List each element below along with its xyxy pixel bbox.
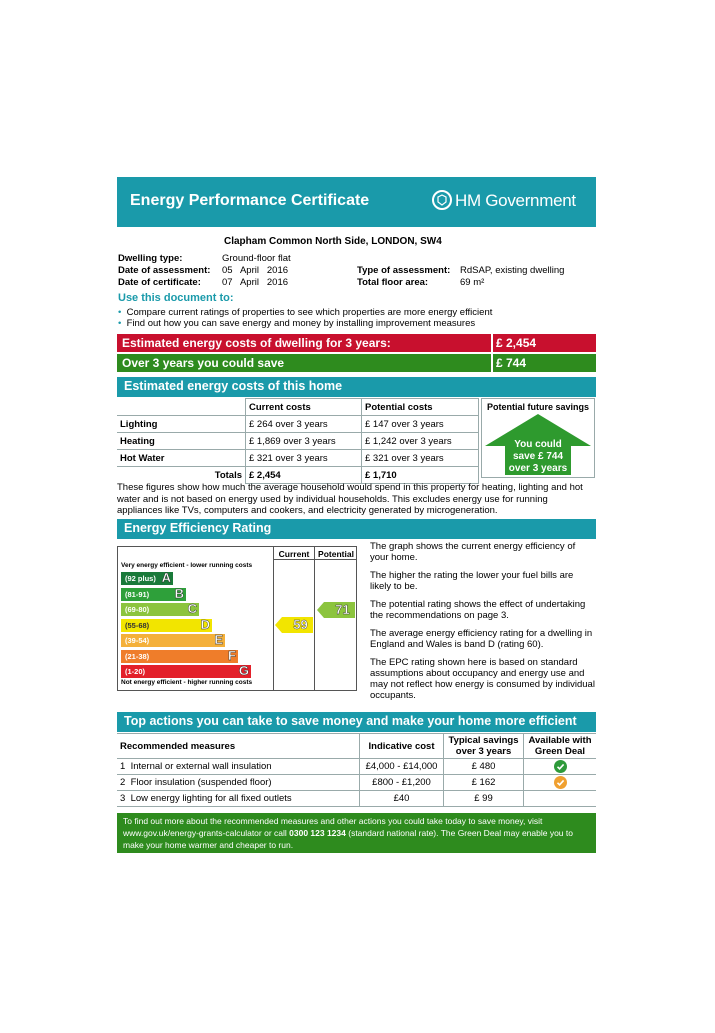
action-number: 3: [120, 793, 126, 804]
estimated-cost-label: Estimated energy costs of dwelling for 3 years:: [122, 336, 391, 350]
rating-band-e: [121, 634, 225, 647]
action-measure-text: Low energy lighting for all fixed outlets: [130, 793, 292, 804]
action-measure: [117, 791, 360, 807]
floor-area-value: 69 m²: [460, 277, 485, 288]
dwelling-type-value: Ground-floor flat: [222, 253, 291, 264]
costs-row-current: £ 321 over 3 years: [246, 450, 362, 467]
rating-col-potential: Potential: [318, 549, 354, 559]
rating-band-a: [121, 572, 173, 585]
action-number: 1: [120, 761, 126, 772]
savings-value: £ 744: [496, 356, 527, 370]
check-icon: [554, 776, 567, 789]
costs-totals-potential: £ 1,710: [362, 467, 479, 484]
savings-bar: [117, 354, 491, 372]
action-saving: £ 99: [444, 791, 524, 807]
action-green-deal: [524, 775, 597, 791]
bullet-icon: •: [118, 318, 122, 329]
costs-totals-label: Totals: [117, 467, 246, 484]
rating-band-range: (21-38): [125, 651, 150, 661]
costs-totals-current: £ 2,454: [246, 467, 362, 484]
costs-col-blank: [117, 399, 246, 416]
action-saving: £ 162: [444, 775, 524, 791]
rating-band-d: [121, 616, 212, 632]
rating-band-g: [121, 665, 251, 678]
action-number: 2: [120, 777, 126, 788]
date-certificate-label: Date of certificate:: [118, 277, 201, 288]
costs-section-header: [117, 377, 596, 397]
future-savings-line3: over 3 years: [508, 463, 568, 474]
action-saving: £ 480: [444, 759, 524, 775]
footer-banner: [117, 813, 596, 853]
rating-band-letter: A: [161, 570, 171, 585]
use-doc-bullet-text: Find out how you can save energy and money by installing improvement measures: [126, 318, 476, 329]
rating-band-range: (55-68): [125, 620, 150, 630]
rating-band-letter: D: [200, 616, 210, 632]
costs-table: [117, 398, 479, 484]
rating-chart: [117, 546, 357, 691]
costs-section-title: Estimated energy costs of this home: [124, 379, 343, 393]
rating-section-header: [117, 519, 596, 539]
actions-col-green-deal: Available with Green Deal: [524, 734, 597, 759]
rating-band-f: [121, 647, 238, 663]
current-rating-value: 59: [293, 617, 308, 632]
use-doc-bullet: [118, 307, 492, 318]
bullet-icon: •: [118, 307, 122, 318]
column-header-divider: [273, 559, 356, 560]
type-assessment-label: Type of assessment:: [357, 265, 451, 276]
current-column-divider: [273, 547, 274, 690]
footer-line1: To find out more about the recommended measures and other actions you could take today to save money, visit: [123, 816, 543, 826]
costs-row-current: £ 1,869 over 3 years: [246, 433, 362, 450]
type-assessment-value: RdSAP, existing dwelling: [460, 265, 565, 276]
hm-government-logo: HM Government: [455, 191, 576, 210]
footer-line2-end: (standard national rate). The Green Deal may enable you to: [345, 828, 573, 838]
table-row: [117, 450, 479, 467]
action-green-deal: [524, 791, 597, 807]
action-measure-text: Floor insulation (suspended floor): [130, 777, 272, 788]
action-cost: £800 - £1,200: [360, 775, 444, 791]
costs-col-current: Current costs: [246, 399, 362, 416]
potential-column-divider: [314, 547, 315, 690]
savings-label: Over 3 years you could save: [122, 356, 285, 370]
estimated-cost-bar: [117, 334, 491, 352]
table-row: [117, 791, 596, 807]
rating-top-label: Very energy efficient - lower running costs: [121, 562, 253, 569]
use-doc-bullet-text: Compare current ratings of properties to see which properties are more energy efficient: [126, 307, 493, 318]
rating-band-letter: G: [238, 663, 249, 678]
actions-col-measures: Recommended measures: [117, 734, 360, 759]
rating-paragraph: The average energy efficiency rating for a dwelling in England and Wales is band D (rating 60).: [370, 628, 593, 650]
rating-paragraph: The higher the rating the lower your fuel bills are likely to be.: [370, 570, 574, 592]
rating-band-letter: B: [174, 585, 184, 601]
rating-band-range: (92 plus): [125, 574, 156, 583]
footer-line3: make your home warmer and cheaper to run.: [123, 840, 294, 850]
dwelling-type-label: Dwelling type:: [118, 253, 183, 264]
costs-row-potential: £ 321 over 3 years: [362, 450, 479, 467]
costs-note: These figures show how much the average household would spend in this property for heating, lighting and hot water and is not based on energy used by individual households. This excludes energy use for running appliances like TVs, computers and cookers, and electricity generated by microgeneration.: [117, 482, 583, 516]
use-doc-heading: Use this document to:: [118, 292, 234, 304]
floor-area-label: Total floor area:: [357, 277, 429, 288]
action-measure: [117, 775, 360, 791]
table-row: [117, 759, 596, 775]
certificate-header: [117, 177, 596, 227]
property-address: Clapham Common North Side, LONDON, SW4: [224, 236, 442, 247]
future-savings-line2: save £ 744: [512, 451, 564, 462]
costs-col-potential: Potential costs: [362, 399, 479, 416]
certificate-title: Energy Performance Certificate: [130, 192, 370, 209]
rating-band-range: (81-91): [125, 589, 150, 599]
rating-paragraph: The potential rating shows the effect of undertaking the recommendations on page 3.: [370, 599, 586, 621]
date-assessment-value: 05 April 2016: [222, 265, 289, 276]
actions-table: [117, 733, 596, 807]
action-cost: £40: [360, 791, 444, 807]
costs-row-label: Hot Water: [117, 450, 246, 467]
actions-section-title: Top actions you can take to save money and make your home more efficient: [124, 714, 577, 728]
rating-paragraph: The EPC rating shown here is based on standard assumptions about occupancy and energy use and may not reflect how energy is consumed by individual occupants.: [370, 657, 595, 701]
estimated-cost-value-box: [493, 334, 596, 352]
rating-band-letter: C: [187, 601, 197, 616]
rating-band-b: [121, 585, 186, 601]
check-icon: [554, 760, 567, 773]
costs-row-current: £ 264 over 3 years: [246, 416, 362, 433]
actions-section-header: [117, 712, 596, 732]
date-certificate-value: 07 April 2016: [222, 277, 289, 288]
action-measure: [117, 759, 360, 775]
table-row: [117, 433, 479, 450]
costs-row-label: Lighting: [117, 416, 246, 433]
actions-col-cost: Indicative cost: [360, 734, 444, 759]
rating-band-letter: E: [214, 632, 223, 647]
rating-explanation: [370, 541, 596, 708]
rating-band-range: (39-54): [125, 636, 150, 645]
costs-row-label: Heating: [117, 433, 246, 450]
costs-row-potential: £ 147 over 3 years: [362, 416, 479, 433]
table-row: [117, 467, 479, 484]
rating-paragraph: The graph shows the current energy efficiency of your home.: [370, 541, 576, 563]
actions-col-savings: Typical savings over 3 years: [444, 734, 524, 759]
crest-icon: [432, 190, 452, 210]
footer-phone[interactable]: 0300 123 1234: [289, 828, 346, 838]
rating-col-current: Current: [278, 549, 310, 559]
action-measure-text: Internal or external wall insulation: [130, 761, 272, 772]
footer-line2: [123, 828, 573, 838]
footer-link[interactable]: www.gov.uk/energy-grants-calculator or call: [123, 828, 290, 838]
rating-band-range: (1-20): [125, 667, 146, 676]
rating-band-range: (69-80): [125, 605, 150, 614]
rating-band-c: [121, 603, 199, 616]
table-row: [117, 775, 596, 791]
date-assessment-label: Date of assessment:: [118, 265, 211, 276]
future-savings-line1: You could: [514, 439, 562, 450]
table-row: [117, 416, 479, 433]
savings-value-box: [493, 354, 596, 372]
action-cost: £4,000 - £14,000: [360, 759, 444, 775]
costs-row-potential: £ 1,242 over 3 years: [362, 433, 479, 450]
rating-bottom-label: Not energy efficient - higher running costs: [121, 679, 253, 686]
rating-band-letter: F: [228, 647, 236, 663]
action-green-deal: [524, 759, 597, 775]
estimated-cost-value: £ 2,454: [496, 336, 537, 350]
future-savings-title: Potential future savings: [486, 402, 590, 412]
potential-rating-value: 71: [335, 601, 350, 617]
rating-section-title: Energy Efficiency Rating: [124, 521, 272, 535]
use-doc-bullet: [118, 318, 475, 329]
